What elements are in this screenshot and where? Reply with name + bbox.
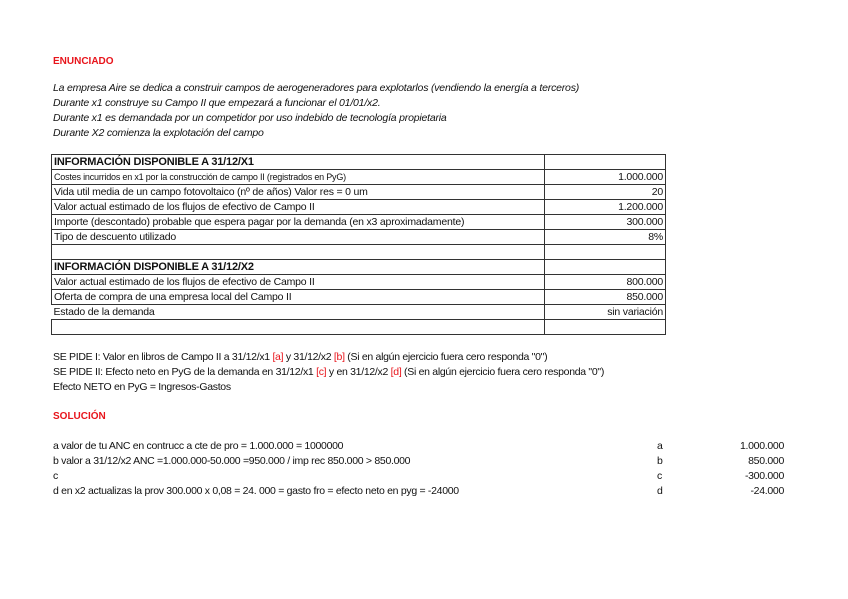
table-header-row <box>52 260 666 275</box>
solution-key: d <box>657 485 663 497</box>
solution-value: 1.000.000 <box>739 440 784 452</box>
table-header-row <box>52 155 666 170</box>
tag-d: [d] <box>390 366 402 378</box>
row-label: Tipo de descuento utilizado <box>52 230 545 245</box>
row-value: 800.000 <box>545 275 666 290</box>
table-row <box>52 170 666 185</box>
net-effect-note: Efecto NETO en PyG = Ingresos-Gastos <box>53 381 231 393</box>
table-row <box>52 230 666 245</box>
header-x1: INFORMACIÓN DISPONIBLE A 31/12/X1 <box>52 155 545 170</box>
row-value: 1.200.000 <box>545 200 666 215</box>
row-label: Valor actual estimado de los flujos de efectivo de Campo II <box>52 200 545 215</box>
solution-key: c <box>657 470 662 482</box>
solucion-title: SOLUCIÓN <box>53 411 106 422</box>
solution-value: -300.000 <box>744 470 784 482</box>
row-value: sin variación <box>545 305 666 320</box>
row-label: Valor actual estimado de los flujos de efectivo de Campo II <box>52 275 545 290</box>
solution-text: c <box>53 470 58 482</box>
blank-row <box>52 320 666 335</box>
table-row <box>52 305 666 320</box>
statement-line: Durante x1 construye su Campo II que empezará a funcionar el 01/01/x2. <box>53 97 381 109</box>
statement-line: Durante x1 es demandada por un competidor por uso indebido de tecnología propietaria <box>53 112 447 124</box>
table-row <box>52 275 666 290</box>
blank-row <box>52 245 666 260</box>
row-label: Estado de la demanda <box>52 305 545 320</box>
row-value: 300.000 <box>545 215 666 230</box>
tag-a: [a] <box>272 351 284 363</box>
solution-text: b valor a 31/12/x2 ANC =1.000.000-50.000 =950.000 / imp rec 850.000 > 850.000 <box>53 455 411 467</box>
row-label: Oferta de compra de una empresa local del Campo II <box>52 290 545 305</box>
header-x2: INFORMACIÓN DISPONIBLE A 31/12/X2 <box>52 260 545 275</box>
tag-c: [c] <box>316 366 327 378</box>
row-value: 20 <box>545 185 666 200</box>
statement-line: La empresa Aire se dedica a construir campos de aerogeneradores para explotarlos (vendiendo la energía a terceros) <box>53 82 580 94</box>
info-table <box>51 154 666 335</box>
question-2: SE PIDE II: Efecto neto en PyG de la demanda en 31/12/x1 [c] y en 31/12/x2 [d] (Si en algún ejercicio fuera cero responda "0") <box>53 366 605 378</box>
row-value: 8% <box>545 230 666 245</box>
solution-text: d en x2 actualizas la prov 300.000 x 0,08 = 24. 000 = gasto fro = efecto neto en pyg = -24000 <box>53 485 459 497</box>
solution-value: 850.000 <box>748 455 784 467</box>
table-row <box>52 185 666 200</box>
solution-value: -24.000 <box>750 485 784 497</box>
enunciado-title: ENUNCIADO <box>53 56 114 67</box>
solution-key: b <box>657 455 663 467</box>
solution-key: a <box>657 440 663 452</box>
row-value: 1.000.000 <box>545 170 666 185</box>
row-label: Vida util media de un campo fotovoltaico (nº de años) Valor res = 0 um <box>52 185 545 200</box>
row-value: 850.000 <box>545 290 666 305</box>
table-row <box>52 290 666 305</box>
tag-b: [b] <box>333 351 345 363</box>
table-row <box>52 200 666 215</box>
row-label: Importe (descontado) probable que espera pagar por la demanda (en x3 aproximadamente) <box>52 215 545 230</box>
table-row <box>52 215 666 230</box>
statement-line: Durante X2 comienza la explotación del campo <box>53 127 264 139</box>
solution-text: a valor de tu ANC en contrucc a cte de pro = 1.000.000 = 1000000 <box>53 440 344 452</box>
question-1: SE PIDE I: Valor en libros de Campo II a 31/12/x1 [a] y 31/12/x2 [b] (Si en algún ejercicio fuera cero responda "0") <box>53 351 548 363</box>
row-label: Costes incurridos en x1 por la construcción de campo II (registrados en PyG) <box>52 170 545 185</box>
